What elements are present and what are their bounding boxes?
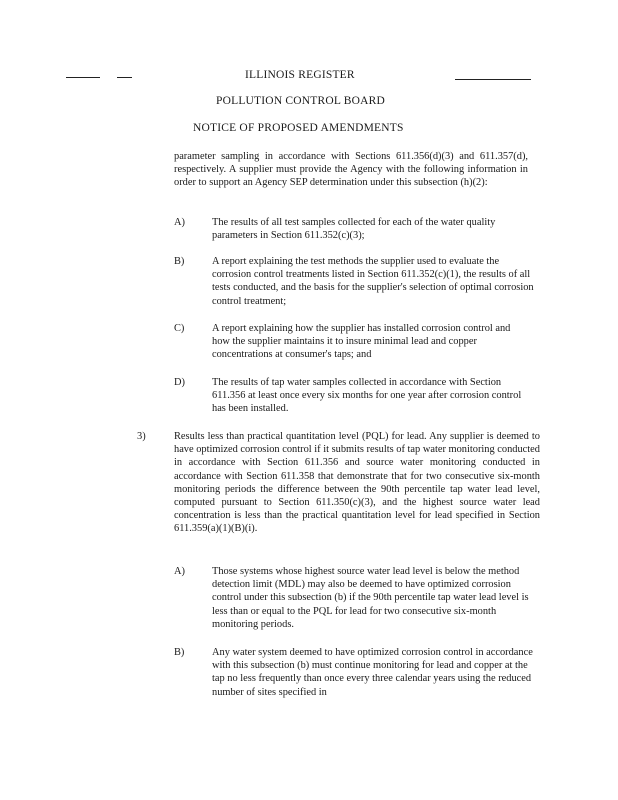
item-3-b-text: Any water system deemed to have optimized corrosion control in accordance with this subsection (b) must continue monitoring for lead and copper at the tap no less frequently than once every three calendar years using the reduced number of sites specified in (212, 647, 533, 698)
item-h2-d-label: D) (174, 377, 185, 388)
notice-title: NOTICE OF PROPOSED AMENDMENTS (193, 122, 404, 134)
item-h2-c-text: A report explaining how the supplier has installed corrosion control and how the supplier maintains it to insure minimal lead and copper concentrations at consumer's taps; and (212, 323, 511, 361)
header-rule-mid (117, 77, 132, 78)
intro-paragraph: parameter sampling in accordance with Sections 611.356(d)(3) and 611.357(d), respectively. A supplier must provide the Agency with the following information in order to support an Agency SEP determination under this subsection (h)(2): (174, 151, 528, 189)
item-h2-a-text: The results of all test samples collected for each of the water quality parameters in Section 611.352(c)(3); (212, 217, 496, 242)
item-h2-a-label: A) (174, 217, 185, 228)
item-3-a-text: Those systems whose highest source water lead level is below the method detection limit (MDL) may also be deemed to have optimized corrosion control under this subsection (b) if the 90th percentile tap water lead level is less than or equal to the PQL for lead for two consecutive six-month monitoring periods. (212, 566, 529, 630)
item-3-b-label: B) (174, 647, 185, 658)
item-3-a-label: A) (174, 566, 185, 577)
item-h2-d-text: The results of tap water samples collected in accordance with Section 611.356 at least once every six months for one year after corrosion control has been installed. (212, 377, 522, 415)
item-h2-b-text: A report explaining the test methods the supplier used to evaluate the corrosion control treatments listed in Section 611.352(c)(1), the results of all tests conducted, and the basis for the supplier's selection of optimal corrosion control treatment; (212, 256, 534, 307)
para-3-label: 3) (137, 431, 146, 442)
register-title: ILLINOIS REGISTER (245, 69, 355, 81)
header-rule-left (66, 77, 100, 78)
header-rule-right (455, 79, 531, 80)
para-3-text: Results less than practical quantitation level (PQL) for lead. Any supplier is deemed to have optimized corrosion control if it submits results of tap water monitoring conducted in accordance with Section 611.356 and source water monitoring conducted in accordance with Section 611.358 that demonstrate that for two consecutive six-month monitoring periods the difference between the 90th percentile tap water lead level, computed pursuant to Section 611.350(c)(3), and the highest source water lead concentration is less than the practical quantitation level for lead specified in Section 611.359(a)(1)(B)(i). (174, 431, 540, 535)
board-title: POLLUTION CONTROL BOARD (216, 95, 386, 107)
item-h2-b-label: B) (174, 256, 185, 267)
item-h2-c-label: C) (174, 323, 185, 334)
